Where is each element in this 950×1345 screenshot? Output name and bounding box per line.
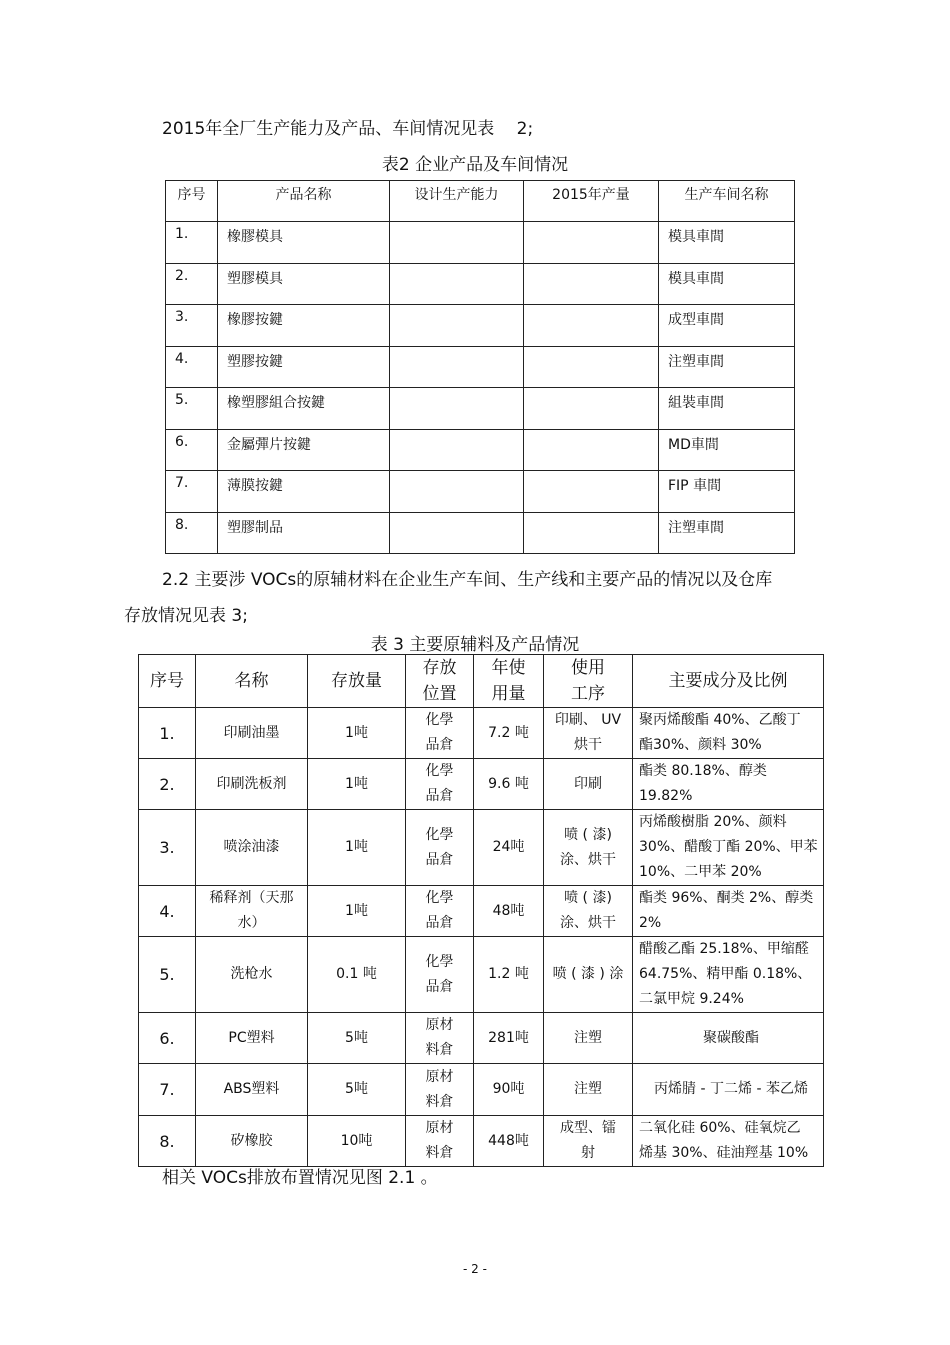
row-number: 4. [166, 347, 218, 388]
product-name: 橡膠模具 [218, 222, 390, 264]
table3-header-name: 名称 [196, 655, 308, 708]
material-name: ABS塑料 [196, 1064, 308, 1116]
product-name: 金屬彈片按鍵 [218, 430, 390, 471]
table2-header-workshop: 生产车间名称 [659, 181, 795, 222]
product-name: 薄膜按鍵 [218, 471, 390, 513]
design-capacity [390, 430, 524, 471]
row-number: 3. [166, 305, 218, 347]
table-row [166, 471, 795, 513]
table-row [139, 886, 824, 937]
annual-output [524, 305, 659, 347]
design-capacity [390, 513, 524, 554]
row-number: 2. [166, 264, 218, 305]
storage-amount: 1吨 [308, 886, 406, 937]
workshop-name: MD車間 [659, 430, 795, 471]
table-row [166, 388, 795, 430]
storage-location: 化學 品倉 [406, 708, 474, 759]
design-capacity [390, 471, 524, 513]
section-text-line2: 存放情况见表 3; [124, 606, 248, 626]
table-row [166, 305, 795, 347]
usage-process: 喷 ( 漆) 涂、烘干 [544, 886, 633, 937]
table2-header-no: 序号 [166, 181, 218, 222]
material-name: 印刷油墨 [196, 708, 308, 759]
table-row [139, 1064, 824, 1116]
workshop-name: 注塑車間 [659, 513, 795, 554]
storage-amount: 5吨 [308, 1064, 406, 1116]
product-name: 塑膠制品 [218, 513, 390, 554]
design-capacity [390, 305, 524, 347]
annual-usage: 1.2 吨 [474, 937, 544, 1013]
storage-location: 化學 品倉 [406, 886, 474, 937]
row-number: 5. [139, 937, 196, 1013]
table-row [139, 1116, 824, 1167]
footer-note: 相关 VOCs排放布置情况见图 2.1 。 [162, 1168, 438, 1188]
workshop-name: 成型車間 [659, 305, 795, 347]
table2-header-output: 2015年产量 [524, 181, 659, 222]
usage-process: 印刷 [544, 759, 633, 810]
storage-amount: 1吨 [308, 708, 406, 759]
table3-header-location: 存放 位置 [406, 655, 474, 708]
workshop-name: FIP 車間 [659, 471, 795, 513]
storage-location: 化學 品倉 [406, 937, 474, 1013]
table2-caption: 表2 企业产品及车间情况 [381, 155, 569, 175]
table-row [166, 222, 795, 264]
annual-usage: 281吨 [474, 1013, 544, 1064]
row-number: 6. [166, 430, 218, 471]
design-capacity [390, 264, 524, 305]
storage-location: 原材 料倉 [406, 1064, 474, 1116]
material-name: 洗枪水 [196, 937, 308, 1013]
annual-output [524, 264, 659, 305]
annual-output [524, 347, 659, 388]
table-row [139, 937, 824, 1013]
section-text-line1: 2.2 主要涉 VOCs的原辅材料在企业生产车间、生产线和主要产品的情况以及仓库 [162, 570, 773, 590]
storage-location: 原材 料倉 [406, 1013, 474, 1064]
product-name: 橡塑膠組合按鍵 [218, 388, 390, 430]
table-row [166, 264, 795, 305]
annual-usage: 48吨 [474, 886, 544, 937]
storage-location: 原材 料倉 [406, 1116, 474, 1167]
storage-amount: 1吨 [308, 759, 406, 810]
annual-output [524, 513, 659, 554]
annual-output [524, 430, 659, 471]
product-name: 橡膠按鍵 [218, 305, 390, 347]
composition: 丙烯酸樹脂 20%、颜料 30%、醋酸丁酯 20%、甲苯 10%、二甲苯 20% [633, 810, 824, 886]
annual-output [524, 222, 659, 264]
row-number: 7. [166, 471, 218, 513]
usage-process: 喷 ( 漆 ) 涂 [544, 937, 633, 1013]
composition: 酯类 80.18%、醇类 19.82% [633, 759, 824, 810]
material-name: PC塑料 [196, 1013, 308, 1064]
row-number: 8. [166, 513, 218, 554]
composition: 聚丙烯酸酯 40%、乙酸丁 酯30%、颜料 30% [633, 708, 824, 759]
table3-caption: 表 3 主要原辅料及产品情况 [370, 635, 580, 655]
table-row [166, 513, 795, 554]
storage-amount: 0.1 吨 [308, 937, 406, 1013]
composition: 醋酸乙酯 25.18%、甲缩醛 64.75%、精甲酯 0.18%、 二氯甲烷 9.24% [633, 937, 824, 1013]
annual-usage: 90吨 [474, 1064, 544, 1116]
design-capacity [390, 388, 524, 430]
table-row [139, 759, 824, 810]
table3-header-composition: 主要成分及比例 [633, 655, 824, 708]
table-row [166, 347, 795, 388]
composition: 聚碳酸酯 [633, 1013, 824, 1064]
table-row [139, 1013, 824, 1064]
design-capacity [390, 222, 524, 264]
usage-process: 注塑 [544, 1064, 633, 1116]
table-row [139, 708, 824, 759]
storage-amount: 5吨 [308, 1013, 406, 1064]
products-table [165, 180, 795, 554]
product-name: 塑膠模具 [218, 264, 390, 305]
usage-process: 印刷、 UV 烘干 [544, 708, 633, 759]
design-capacity [390, 347, 524, 388]
workshop-name: 模具車間 [659, 264, 795, 305]
workshop-name: 注塑車間 [659, 347, 795, 388]
material-name: 喷涂油漆 [196, 810, 308, 886]
row-number: 4. [139, 886, 196, 937]
annual-usage: 448吨 [474, 1116, 544, 1167]
material-name: 稀释剂（天那 水） [196, 886, 308, 937]
materials-table [138, 654, 824, 1167]
intro-text: 2015年全厂生产能力及产品、车间情况见表 2; [162, 119, 534, 139]
annual-usage: 9.6 吨 [474, 759, 544, 810]
storage-amount: 10吨 [308, 1116, 406, 1167]
page-number: - 2 - [463, 1262, 487, 1276]
row-number: 2. [139, 759, 196, 810]
table-row [139, 810, 824, 886]
row-number: 5. [166, 388, 218, 430]
row-number: 6. [139, 1013, 196, 1064]
product-name: 塑膠按鍵 [218, 347, 390, 388]
storage-amount: 1吨 [308, 810, 406, 886]
material-name: 矽橡胶 [196, 1116, 308, 1167]
table-row [166, 430, 795, 471]
annual-output [524, 388, 659, 430]
table2-header-name: 产品名称 [218, 181, 390, 222]
row-number: 1. [139, 708, 196, 759]
table3-header-row [139, 655, 824, 708]
table2-header-capacity: 设计生产能力 [390, 181, 524, 222]
composition: 二氧化硅 60%、硅氧烷乙 烯基 30%、硅油羥基 10% [633, 1116, 824, 1167]
table3-header-process: 使用 工序 [544, 655, 633, 708]
composition: 丙烯腈 - 丁二烯 - 苯乙烯 [633, 1064, 824, 1116]
annual-usage: 24吨 [474, 810, 544, 886]
row-number: 1. [166, 222, 218, 264]
table3-header-no: 序号 [139, 655, 196, 708]
annual-usage: 7.2 吨 [474, 708, 544, 759]
storage-location: 化學 品倉 [406, 810, 474, 886]
table3-header-annual: 年使 用量 [474, 655, 544, 708]
annual-output [524, 471, 659, 513]
row-number: 3. [139, 810, 196, 886]
row-number: 8. [139, 1116, 196, 1167]
row-number: 7. [139, 1064, 196, 1116]
storage-location: 化學 品倉 [406, 759, 474, 810]
composition: 酯类 96%、酮类 2%、醇类 2% [633, 886, 824, 937]
usage-process: 注塑 [544, 1013, 633, 1064]
table3-header-storage: 存放量 [308, 655, 406, 708]
workshop-name: 組裝車間 [659, 388, 795, 430]
usage-process: 成型、镭 射 [544, 1116, 633, 1167]
workshop-name: 模具車間 [659, 222, 795, 264]
material-name: 印刷洗板剂 [196, 759, 308, 810]
usage-process: 喷 ( 漆) 涂、烘干 [544, 810, 633, 886]
table2-header-row [166, 181, 795, 222]
